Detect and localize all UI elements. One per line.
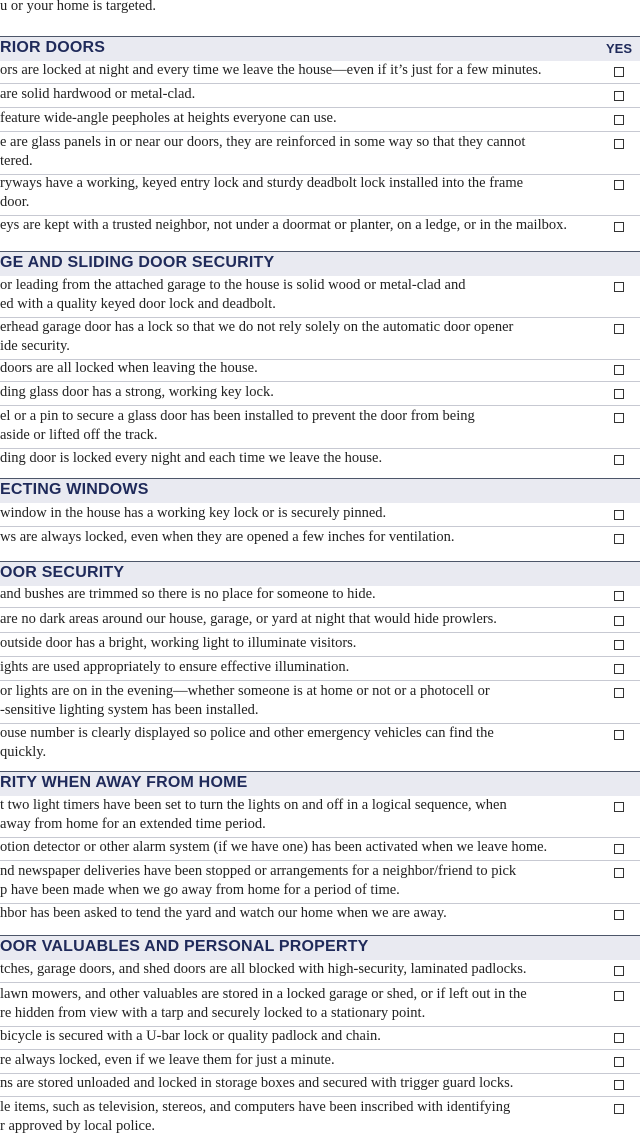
yes-checkbox[interactable]	[614, 91, 624, 101]
checklist-item-text: ding glass door has a strong, working key lock.	[0, 384, 274, 400]
yes-checkbox[interactable]	[614, 1057, 624, 1067]
checklist-item-text: bicycle is secured with a U-bar lock or quality padlock and chain.	[0, 1028, 381, 1044]
checklist-item-text: -sensitive lighting system has been installed.	[0, 702, 259, 718]
yes-checkbox[interactable]	[614, 1080, 624, 1090]
row-divider	[0, 680, 640, 681]
checklist-item-text: outside door has a bright, working light to illuminate visitors.	[0, 635, 357, 651]
yes-checkbox[interactable]	[614, 1033, 624, 1043]
checklist-item-text: window in the house has a working key lock or is securely pinned.	[0, 505, 387, 521]
checklist-item-text: ryways have a working, keyed entry lock and sturdy deadbolt lock installed into the frame	[0, 175, 524, 191]
row-divider	[0, 723, 640, 724]
checklist-item-text: e are glass panels in or near our doors, they are reinforced in some way so that they cannot	[0, 134, 526, 150]
row-divider	[0, 83, 640, 84]
checklist-item-text: ide security.	[0, 338, 70, 354]
checklist-item-text: re always locked, even if we leave them for just a minute.	[0, 1052, 335, 1068]
yes-checkbox[interactable]	[614, 282, 624, 292]
checklist-item-text: ights are used appropriately to ensure effective illumination.	[0, 659, 350, 675]
section-title: GE AND SLIDING DOOR SECURITY	[0, 254, 275, 271]
row-divider	[0, 405, 640, 406]
checklist-item-text: or leading from the attached garage to the house is solid wood or metal-clad and	[0, 277, 466, 293]
yes-checkbox[interactable]	[614, 510, 624, 520]
yes-column-label: YES	[605, 41, 632, 56]
checklist-item-text: erhead garage door has a lock so that we do not rely solely on the automatic door opener	[0, 319, 514, 335]
yes-checkbox[interactable]	[614, 868, 624, 878]
row-divider	[0, 656, 640, 657]
row-divider	[0, 607, 640, 608]
checklist-item-text: r approved by local police.	[0, 1118, 156, 1134]
checklist-item-text: p have been made when we go away from home for a period of time.	[0, 882, 400, 898]
checklist-item-text: ed with a quality keyed door lock and deadbolt.	[0, 296, 276, 312]
row-divider	[0, 448, 640, 449]
yes-checkbox[interactable]	[614, 640, 624, 650]
row-divider	[0, 837, 640, 838]
yes-checkbox[interactable]	[614, 139, 624, 149]
section-header	[0, 771, 640, 796]
checklist-item-text: ors are locked at night and every time we leave the house—even if it’s just for a few minutes.	[0, 62, 542, 78]
checklist-item-text: away from home for an extended time period.	[0, 816, 266, 832]
yes-checkbox[interactable]	[614, 616, 624, 626]
yes-checkbox[interactable]	[614, 591, 624, 601]
section-title: OOR VALUABLES AND PERSONAL PROPERTY	[0, 938, 369, 955]
checklist-item-text: and bushes are trimmed so there is no place for someone to hide.	[0, 586, 376, 602]
checklist-item-text: otion detector or other alarm system (if we have one) has been activated when we leave home.	[0, 839, 548, 855]
checklist-item-text: or lights are on in the evening—whether someone is at home or not or a photocell or	[0, 683, 490, 699]
yes-checkbox[interactable]	[614, 324, 624, 334]
checklist-item-text: le items, such as television, stereos, and computers have been inscribed with identifying	[0, 1099, 511, 1115]
intro-text: u or your home is targeted.	[0, 0, 156, 14]
section-header	[0, 561, 640, 586]
yes-checkbox[interactable]	[614, 664, 624, 674]
checklist-item-text: tered.	[0, 153, 33, 169]
checklist-item-text: re hidden from view with a tarp and securely locked to a stationary point.	[0, 1005, 426, 1021]
checklist-item-text: lawn mowers, and other valuables are stored in a locked garage or shed, or if left out in the	[0, 986, 527, 1002]
section-header	[0, 935, 640, 960]
row-divider	[0, 903, 640, 904]
yes-checkbox[interactable]	[614, 455, 624, 465]
yes-checkbox[interactable]	[614, 844, 624, 854]
checklist-item-text: el or a pin to secure a glass door has been installed to prevent the door from being	[0, 408, 475, 424]
checklist-item-text: ns are stored unloaded and locked in storage boxes and secured with trigger guard locks.	[0, 1075, 514, 1091]
row-divider	[0, 381, 640, 382]
section-title: RITY WHEN AWAY FROM HOME	[0, 774, 248, 791]
checklist-item-text: door.	[0, 194, 30, 210]
section-header	[0, 478, 640, 503]
yes-checkbox[interactable]	[614, 67, 624, 77]
row-divider	[0, 1096, 640, 1097]
row-divider	[0, 107, 640, 108]
yes-checkbox[interactable]	[614, 910, 624, 920]
row-divider	[0, 131, 640, 132]
yes-checkbox[interactable]	[614, 966, 624, 976]
section-title: ECTING WINDOWS	[0, 481, 149, 498]
checklist-item-text: doors are all locked when leaving the house.	[0, 360, 258, 376]
checklist-item-text: feature wide-angle peepholes at heights everyone can use.	[0, 110, 337, 126]
section-header	[0, 251, 640, 276]
checklist-item-text: ding door is locked every night and each time we leave the house.	[0, 450, 383, 466]
yes-checkbox[interactable]	[614, 802, 624, 812]
yes-checkbox[interactable]	[614, 534, 624, 544]
checklist-item-text: ws are always locked, even when they are opened a few inches for ventilation.	[0, 529, 455, 545]
row-divider	[0, 1026, 640, 1027]
yes-checkbox[interactable]	[614, 1104, 624, 1114]
row-divider	[0, 215, 640, 216]
section-title: OOR SECURITY	[0, 564, 125, 581]
row-divider	[0, 982, 640, 983]
section-title: RIOR DOORS	[0, 39, 106, 56]
checklist-item-text: ouse number is clearly displayed so police and other emergency vehicles can find the	[0, 725, 494, 741]
checklist-item-text: are solid hardwood or metal-clad.	[0, 86, 196, 102]
yes-checkbox[interactable]	[614, 991, 624, 1001]
row-divider	[0, 860, 640, 861]
yes-checkbox[interactable]	[614, 688, 624, 698]
checklist-item-text: quickly.	[0, 744, 47, 760]
checklist-item-text: t two light timers have been set to turn the lights on and off in a logical sequence, when	[0, 797, 507, 813]
checklist-item-text: tches, garage doors, and shed doors are all blocked with high-security, laminated padlocks.	[0, 961, 527, 977]
yes-checkbox[interactable]	[614, 413, 624, 423]
row-divider	[0, 1049, 640, 1050]
checklist-item-text: eys are kept with a trusted neighbor, not under a doormat or planter, on a ledge, or in the mailbox.	[0, 217, 567, 233]
checklist-item-text: aside or lifted off the track.	[0, 427, 158, 443]
yes-checkbox[interactable]	[614, 365, 624, 375]
row-divider	[0, 526, 640, 527]
section-header	[0, 36, 640, 61]
checklist-item-text: hbor has been asked to tend the yard and watch our home when we are away.	[0, 905, 447, 921]
yes-checkbox[interactable]	[614, 730, 624, 740]
yes-checkbox[interactable]	[614, 222, 624, 232]
row-divider	[0, 632, 640, 633]
row-divider	[0, 317, 640, 318]
yes-checkbox[interactable]	[614, 180, 624, 190]
checklist-item-text: nd newspaper deliveries have been stopped or arrangements for a neighbor/friend to pick	[0, 863, 517, 879]
checklist-item-text: are no dark areas around our house, garage, or yard at night that would hide prowlers.	[0, 611, 497, 627]
row-divider	[0, 1073, 640, 1074]
yes-checkbox[interactable]	[614, 389, 624, 399]
yes-checkbox[interactable]	[614, 115, 624, 125]
